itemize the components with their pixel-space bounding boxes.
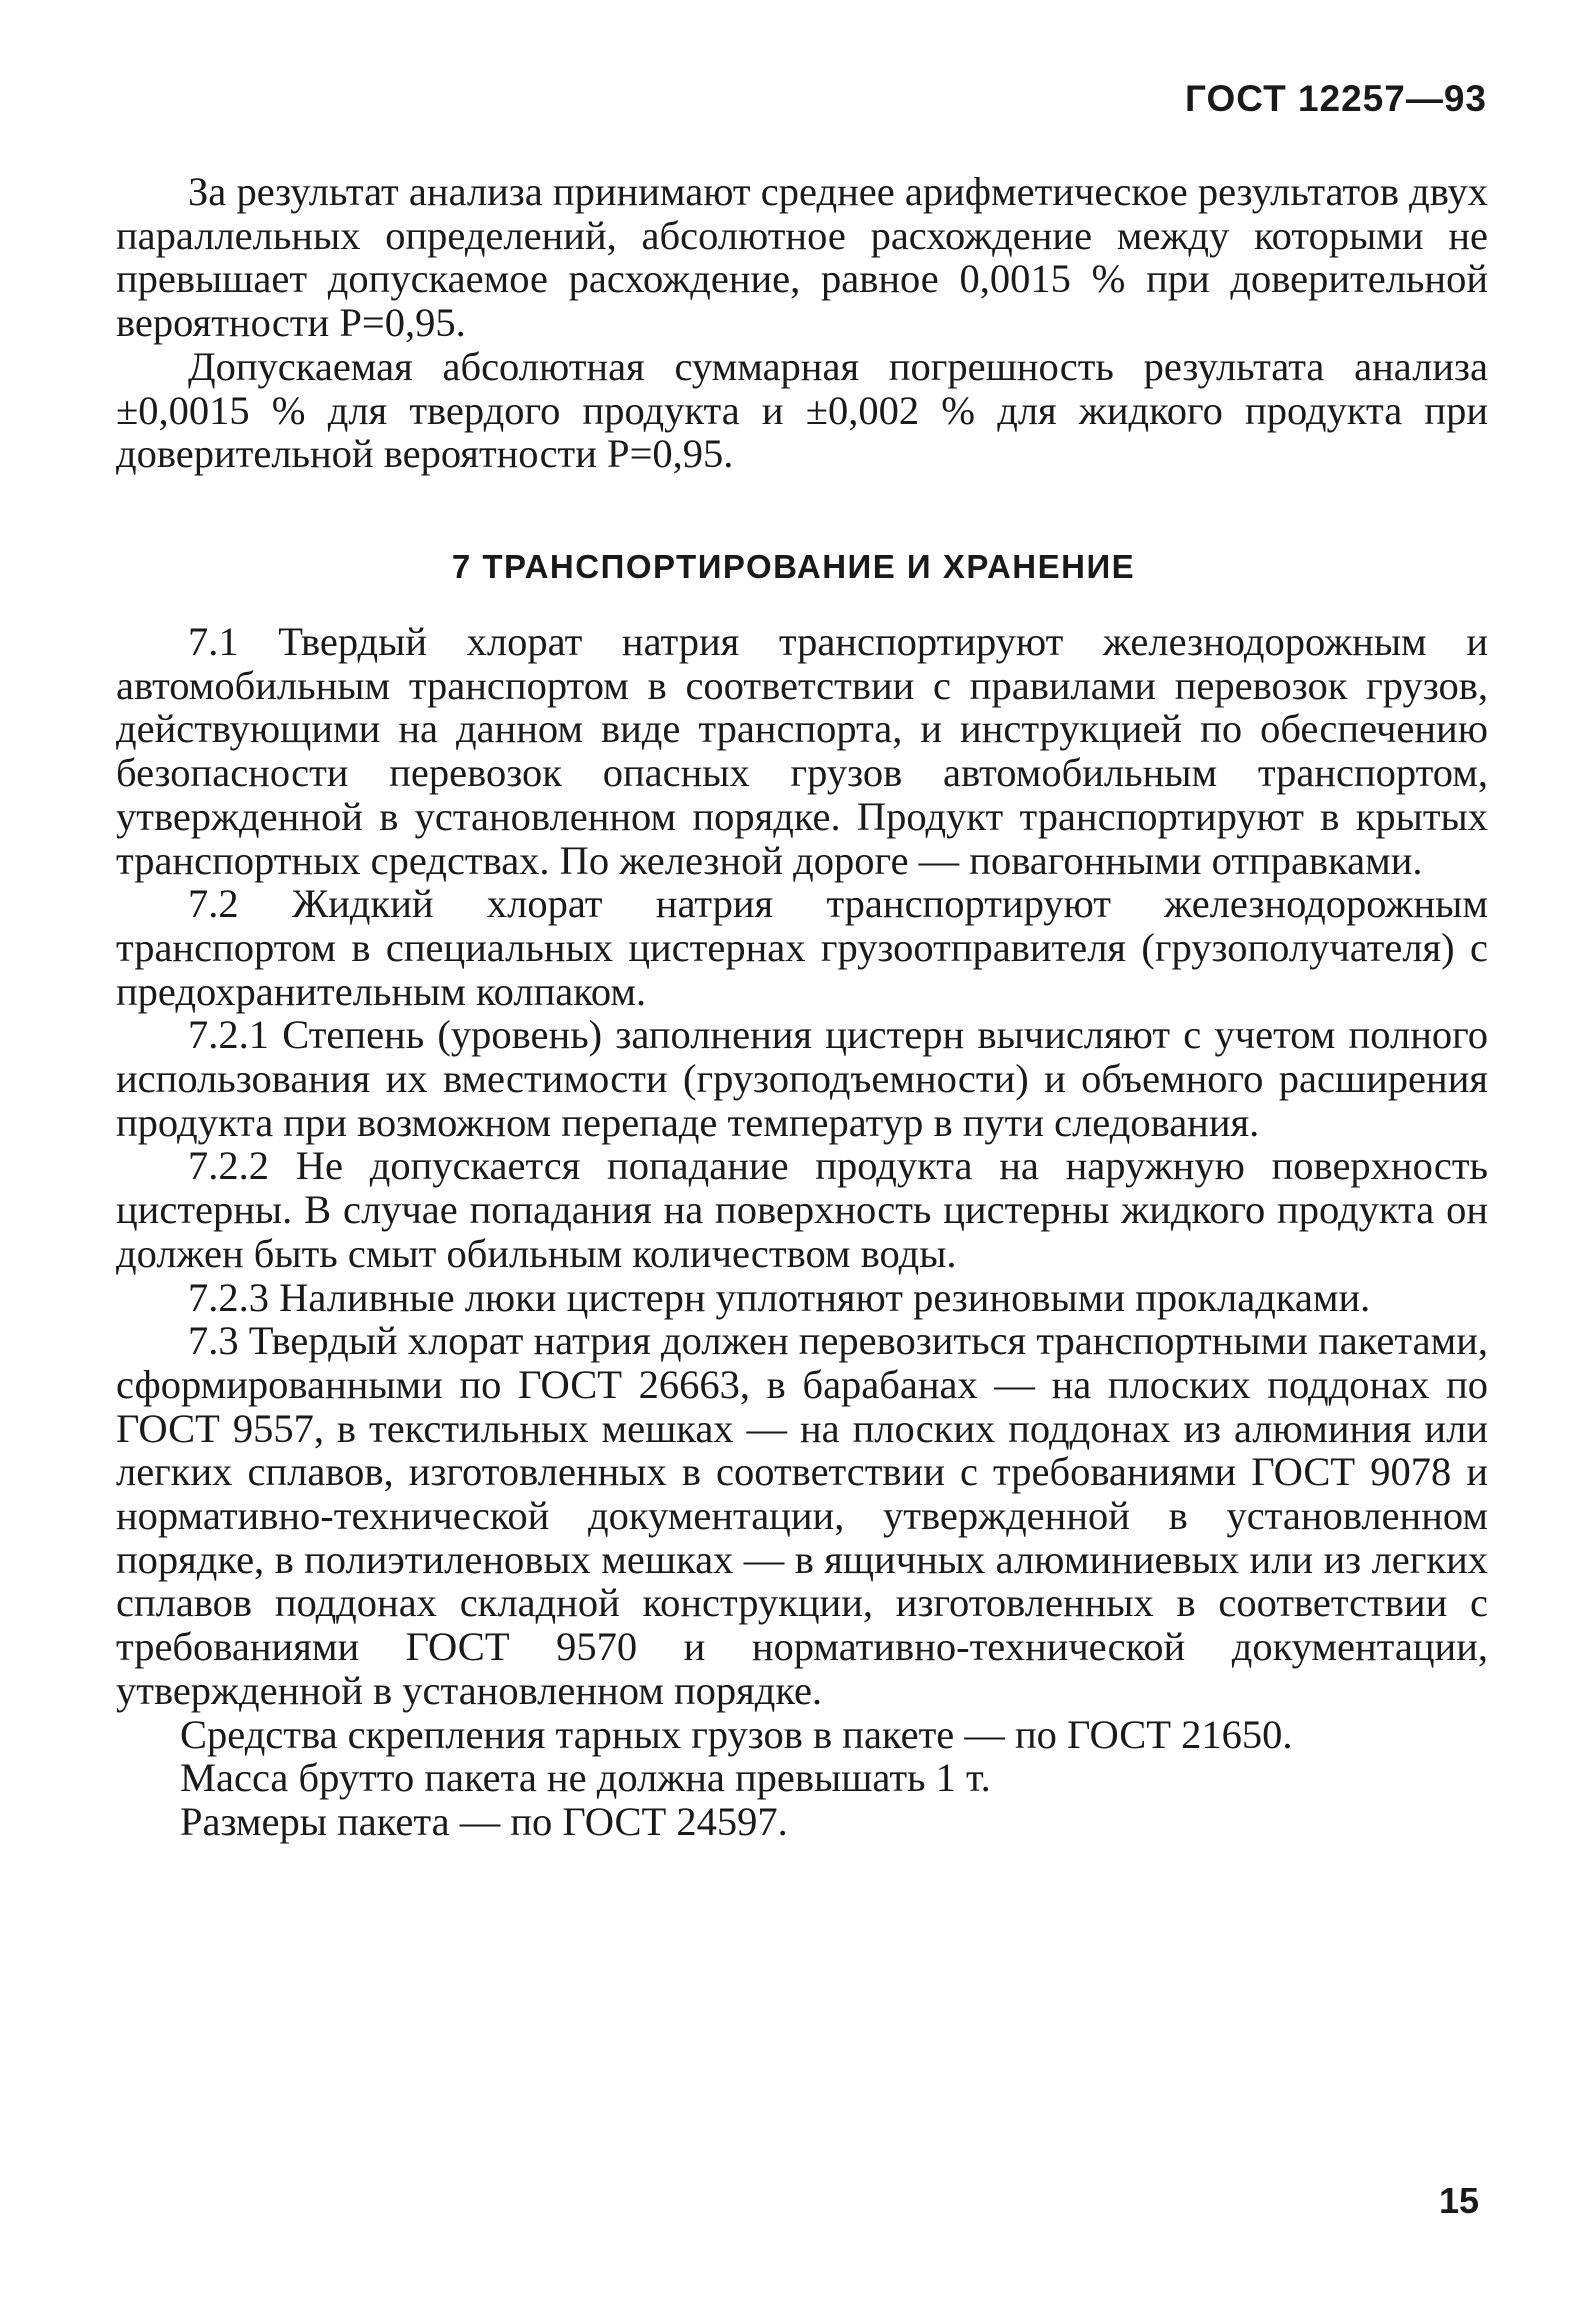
section-tail — [116, 1713, 1488, 1844]
paragraph-7-3: 7.3 Твердый хлорат натрия должен перевозиться транспортными пакетами, сформированными по ГОСТ 26663, в барабанах — на плоских поддонах по ГОСТ 9557, в текстильных мешках — на плоских поддонах из алюминия или легких сплавов, изготовленных в соответствии с требованиями ГОСТ 9078 и нормативно-технической документации, утвержденной в установленном порядке, в полиэтиленовых мешках — в ящичных алюминиевых или из легких сплавов поддонах складной конструкции, изготовленных в соответствии с требованиями ГОСТ 9570 и нормативно-технической документации, утвержденной в установленном порядке. — [116, 1318, 1488, 1713]
section-heading: 7 ТРАНСПОРТИРОВАНИЕ И ХРАНЕНИЕ — [451, 548, 1136, 585]
paragraph-7-2-1: 7.2.1 Степень (уровень) заполнения цистерн вычисляют с учетом полного использования их вместимости (грузоподъемности) и объемного расширения продукта при возможном перепаде температур в пути следования. — [116, 1012, 1488, 1145]
paragraph-7-2-2: 7.2.2 Не допускается попадание продукта на наружную поверхность цистерны. В случае попадания на поверхность цистерны жидкого продукта он должен быть смыт обильным количеством воды. — [116, 1143, 1488, 1276]
page-number: 15 — [1438, 2180, 1479, 2221]
paragraph-fastening: Средства скрепления тарных грузов в пакете — по ГОСТ 21650. — [180, 1711, 1293, 1757]
document-header: ГОСТ 12257—93 — [1185, 78, 1487, 119]
paragraph-7-1: 7.1 Твердый хлорат натрия транспортируют железнодорожным и автомобильным транспортом в соответствии с правилами перевозок грузов, действующими на данном виде транспорта, и инструкцией по обеспечению безопасности перевозок опасных грузов автомобильным транспортом, утвержденной в установленном порядке. Продукт транспортируют в крытых транспортных средствах. По железной дороге — повагонными отправками. — [116, 619, 1488, 883]
intro-paragraph-1: За результат анализа принимают среднее арифметическое результатов двух параллельных определений, абсолютное расхождение между которыми не превышает допускаемое расхождение, равное 0,0015 % при доверительной вероятности Р=0,95. — [116, 169, 1488, 346]
paragraph-gross-mass: Масса брутто пакета не должна превышать 1 т. — [180, 1755, 991, 1801]
paragraph-package-size: Размеры пакета — по ГОСТ 24597. — [180, 1798, 788, 1844]
intro-block — [116, 170, 1488, 476]
paragraph-7-2-3: 7.2.3 Наливные люки цистерн уплотняют резиновыми прокладками. — [188, 1274, 1371, 1320]
paragraph-7-2: 7.2 Жидкий хлорат натрия транспортируют железнодорожным транспортом в специальных цистернах грузоотправителя (грузополучателя) с предохранительным колпаком. — [116, 881, 1488, 1014]
intro-paragraph-2: Допускаемая абсолютная суммарная погрешность результата анализа ±0,0015 % для твердого продукта и ±0,002 % для жидкого продукта при доверительной вероятности Р=0,95. — [116, 343, 1488, 477]
section-body — [116, 620, 1488, 1844]
